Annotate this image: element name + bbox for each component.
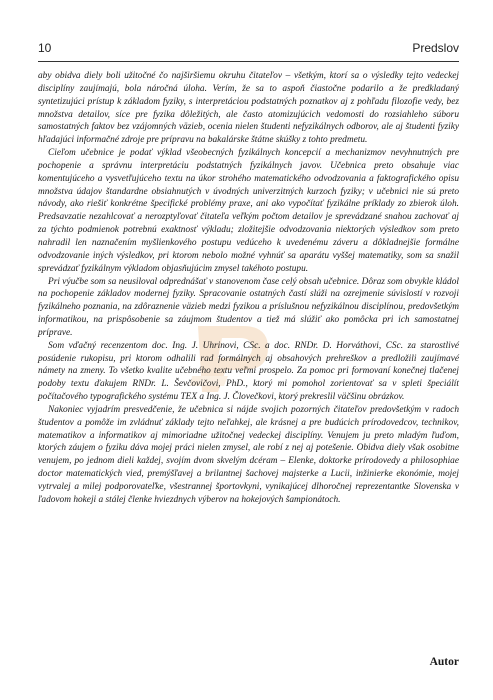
paragraph: Cieľom učebnice je podať výklad všeobecných fyzikálnych koncepcií a mechanizmov nevyhnutných pre pochopenie a správnu interpretáciu podstatných fyzikálnych javov. Učebnica preto obsahuje viac komentujúceho a vysvetľujúceho textu na úkor strohého matematického odvodzovania a faktografického opisu množstva údajov štandardne obsiahnutých v úvodných univerzitných kurzoch fyziky; v učebnici nie sú preto návody, ako riešiť konkrétne špecifické problémy praxe, ani ako vypočítať fyzikálne príklady zo zbierok úloh. Predsavzatie nezahlcovať a nerozptyľovať čitateľa veľkým počtom detailov je sprevádzané snahou zachovať aj za týchto podmienok potrebnú exaktnosť výkladu; zložitejšie odvodzovania niektorých výsledkov som preto nahradil len naznačením myšlienkového postupu vedúceho k uvedenému záveru a dôkladnejšie formálne odvodzovanie iných výsledkov, pri ktorom nebolo možné vyhnúť sa aparátu vyššej matematiky, som sa snažil sprevádzať fyzikálnym výkladom objasňujúcim zmysel takéhoto postupu. (38, 148, 459, 274)
header-rule (38, 61, 459, 62)
author-signature: Autor (429, 656, 459, 668)
paragraph: aby obidva diely boli užitočné čo najširšiemu okruhu čitateľov – všetkým, ktorí sa o výsledky tejto vedeckej disciplíny zaujímajú, bola náročná úloha. Verím, že sa to aspoň čiastočne podarilo a že predkladaný syntetizujúci prístup k základom fyziky, s interpretáciou podstatných poznatkov aj z pohľadu filozofie vedy, bez množstva detailov, síce pre fyzika dôležitých, ale často atomizujúcich vedomosti do rozsiahleho súboru samostatných faktov bez vzájomných väzieb, ocenia nielen študenti nefyzikálnych odborov, ale aj študenti fyziky hľadajúci informačné zdroje pre prípravu na bakalárske štátne skúšky z tohto predmetu. (38, 71, 459, 146)
paragraph: Pri výučbe som sa neusiloval odprednášať v stanovenom čase celý obsah učebnice. Dôraz som obvykle kládol na pochopenie základov modernej fyziky. Spracovanie ostatných častí slúži na ozrejmenie súvislostí v rozvoji fyzikálneho poznania, na zdôraznenie väzieb medzi fyzikou a príslušnou nefyzikálnou disciplínou, predovšetkým informatikou, na prispôsobenie sa záujmom študentov a tiež má slúžiť ako pomôcka pri ich samostatnej príprave. (38, 276, 459, 338)
paragraph: Som vďačný recenzentom doc. Ing. J. Uhrinovi, CSc. a doc. RNDr. D. Horváthovi, CSc. za starostlivé posúdenie rukopisu, pri ktorom odhalili rad formálnych aj obsahových prehreškov a predložili zaujímavé námety na zmeny. To všetko kvalite učebného textu veľmi prospelo. Za pomoc pri formovaní konečnej tlačenej podoby textu ďakujem RNDr. L. Ševčovičovi, PhD., ktorý mi pomohol zorientovať sa v spleti špeciálít počítačového typografického systému TEX a Ing. J. Človečkovi, ktorý prekreslil väčšinu obrázkov. (38, 340, 459, 403)
page-header (38, 41, 459, 59)
preface-body (38, 70, 459, 507)
section-title: Predslov (412, 41, 459, 55)
page-number: 10 (38, 41, 52, 55)
paragraph: Nakoniec vyjadrím presvedčenie, že učebnica si nájde svojich pozorných čitateľov predovšetkým v radoch študentov a pomôže im zvládnuť základy tejto neľahkej, ale krásnej a pre budúcich prírodovedcov, technikov, matematikov a informatikov aj mimoriadne užitočnej vedeckej disciplíny. Venujem ju preto mladým ľuďom, ktorých záujem o fyziku dáva mojej práci nielen zmysel, ale robí z nej aj potešenie. Obidva diely však osobitne venujem, po jednom dieli každej, svojím dvom skvelým dcéram – Elenke, doktorke prírodovedy a philosophiae doctor matematických vied, premýšľavej a brilantnej šachovej majsterke a Lucii, inžinierke ekonómie, mojej vytrvalej a milej podporovateľke, všestrannej športovkyni, vynikajúcej dlhoročnej reprezentantke Slovenska v ľadovom hokeji a stálej členke hviezdnych výberov na hokejových šampionátoch. (38, 404, 459, 505)
